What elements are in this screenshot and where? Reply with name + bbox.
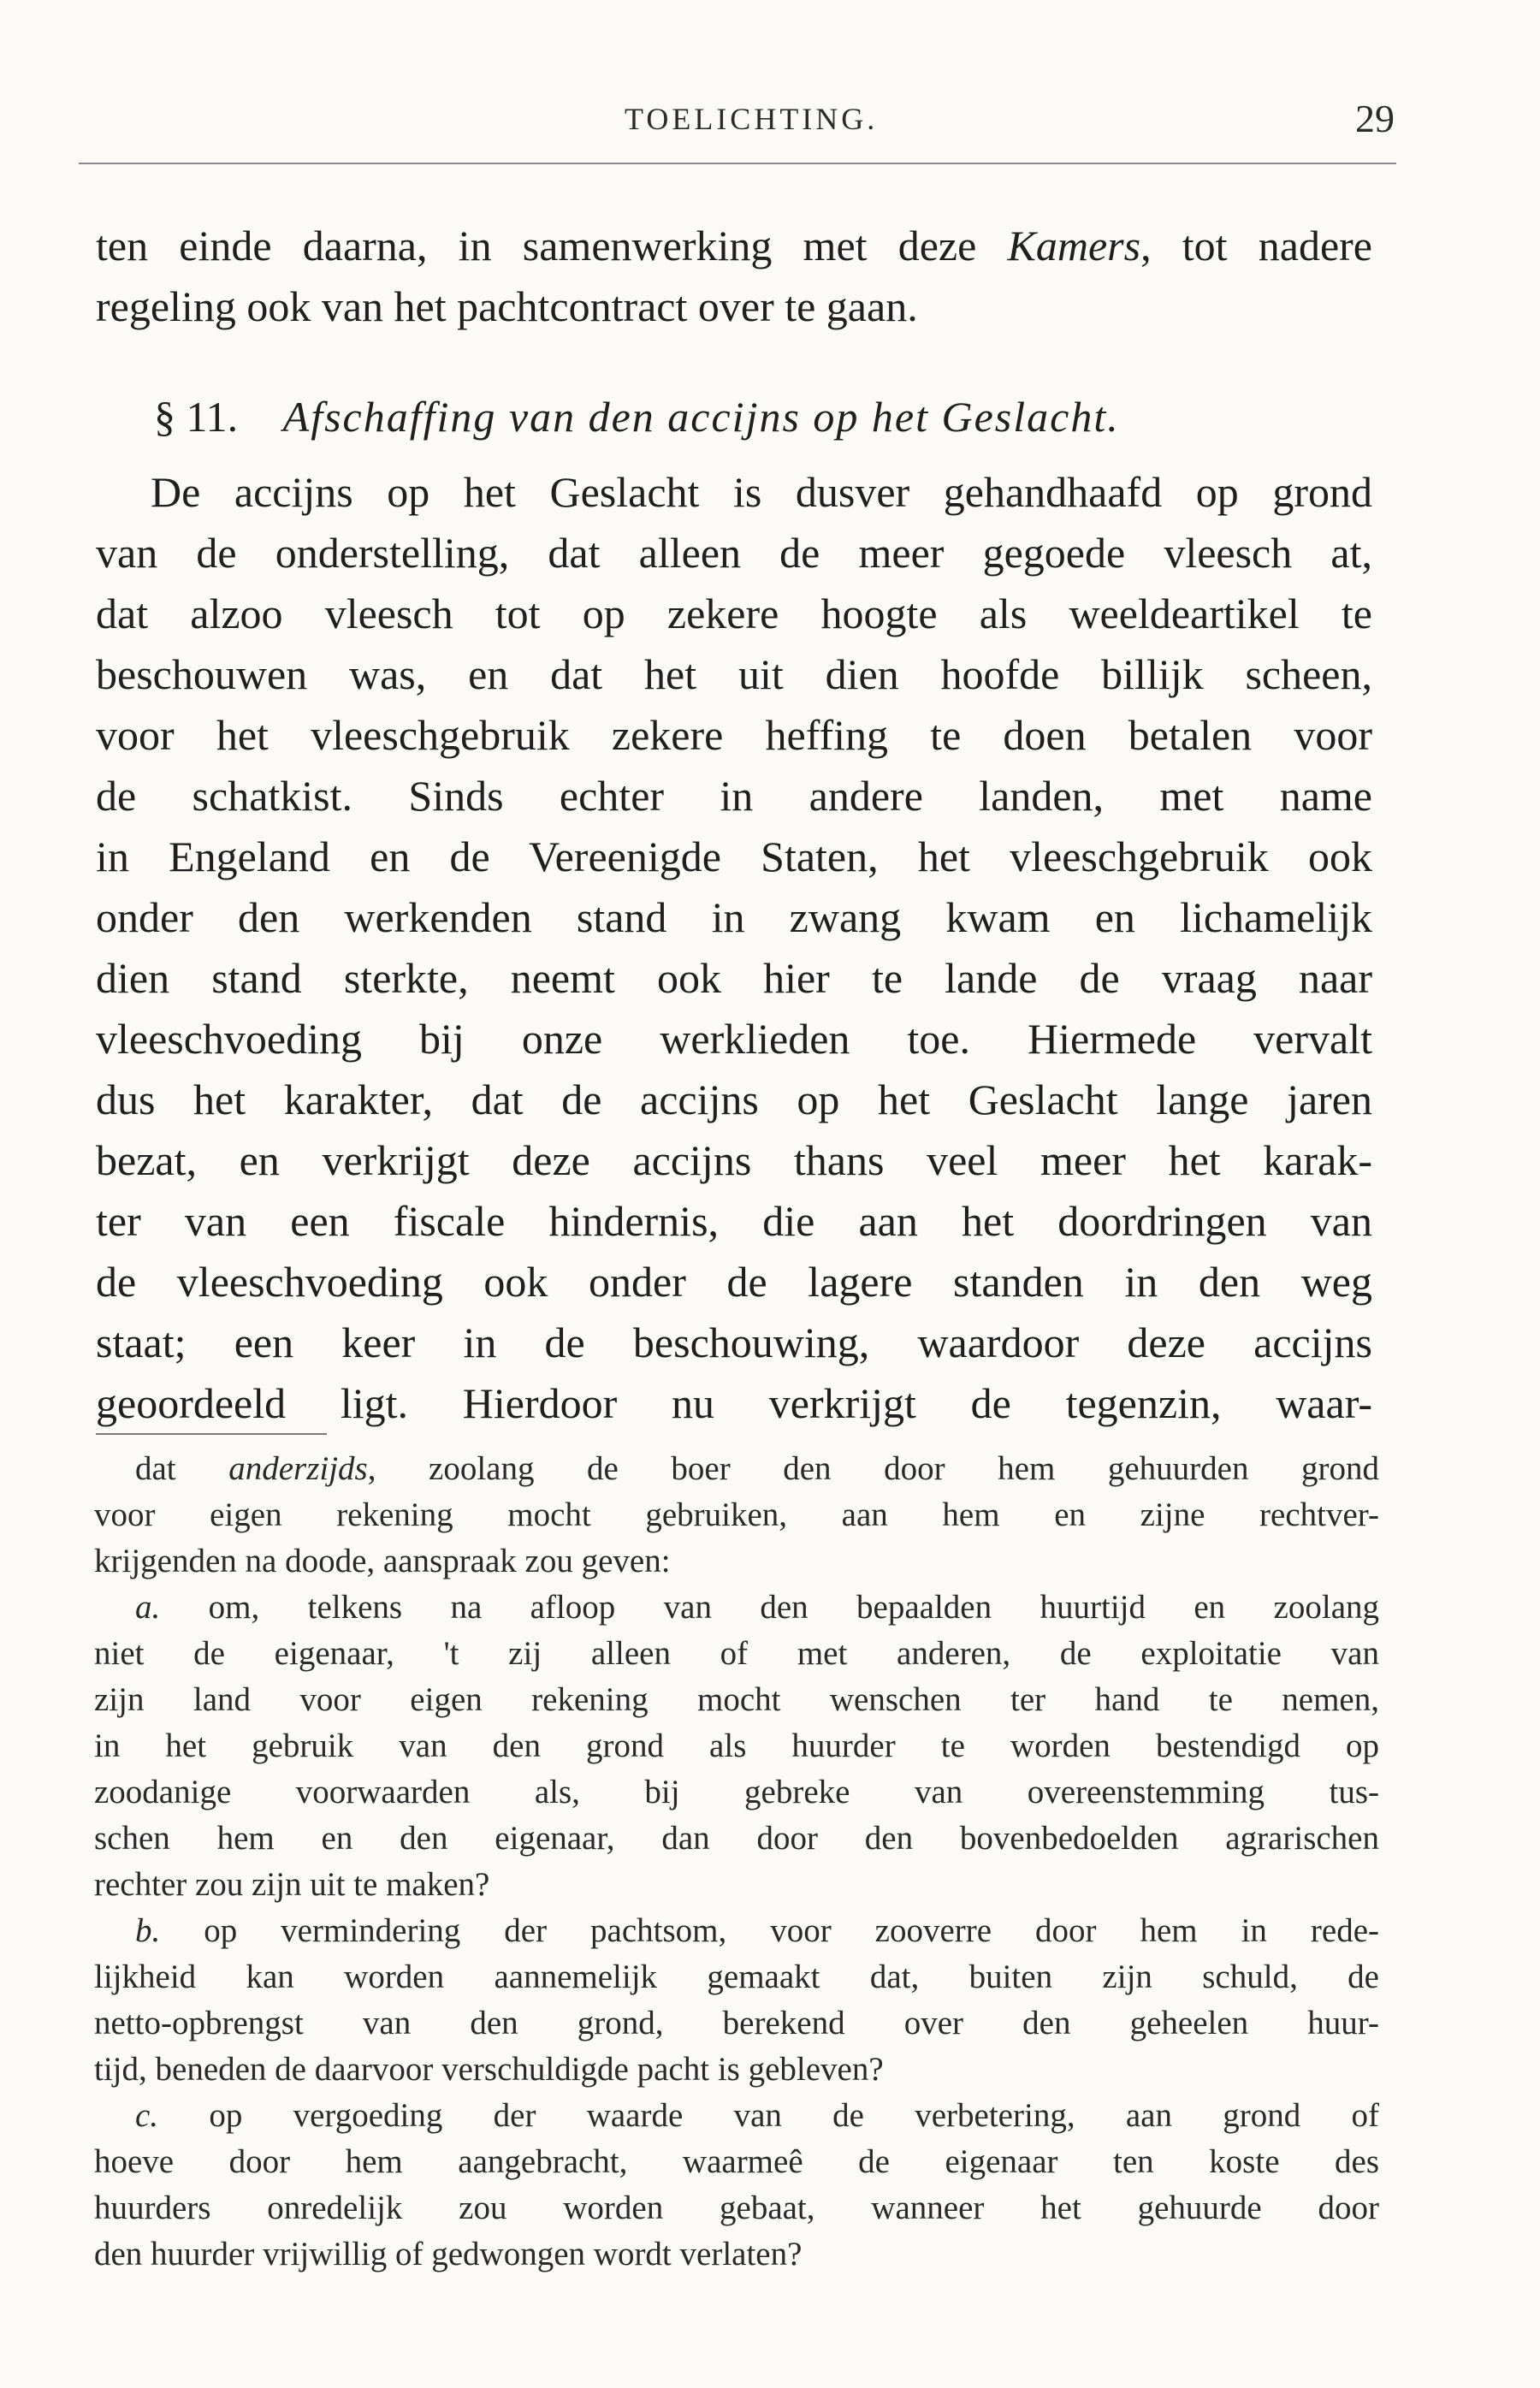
footnote-line: zijn land voor eigen rekening mocht wenschen ter hand te nemen, — [94, 1681, 1379, 1718]
text-line: geoordeeld ligt. Hierdoor nu verkrijgt de tegenzin, waar- — [96, 1379, 1372, 1427]
text-line: de vleeschvoeding ook onder de lagere standen in den weg — [96, 1258, 1372, 1306]
header-rule — [79, 163, 1396, 164]
running-head — [94, 96, 1395, 156]
running-title: TOELICHTING. — [625, 102, 879, 136]
footnote-line: netto-opbrengst van den grond, berekend over den geheelen huur- — [94, 2005, 1379, 2041]
text-line: onder den werkenden stand in zwang kwam en lichamelijk — [96, 893, 1372, 941]
footnote-line: dat anderzijds, zoolang de boer den door hem gehuurden grond — [135, 1450, 1379, 1487]
item-marker: c. — [135, 2097, 159, 2134]
text-line: dus het karakter, dat de accijns op het Geslacht lange jaren — [96, 1075, 1372, 1123]
text-line: ter van een fiscale hindernis, die aan het doordringen van — [96, 1197, 1372, 1245]
footnote-line: hoeve door hem aangebracht, waarmeê de eigenaar ten koste des — [94, 2143, 1379, 2180]
footnote-item-b: b. op vermindering der pachtsom, voor zooverre door hem in rede- — [135, 1912, 1379, 1949]
text-line: regeling ook van het pachtcontract over te gaan. — [96, 282, 918, 330]
text-line: beschouwen was, en dat het uit dien hoofde billijk scheen, — [96, 650, 1372, 698]
footnote-line: lijkheid kan worden aannemelijk gemaakt dat, buiten zijn schuld, de — [94, 1958, 1379, 1995]
text-line: ten einde daarna, in samenwerking met deze Kamers, tot nadere — [96, 222, 1372, 270]
footnote-line: rechter zou zijn uit te maken? — [94, 1866, 490, 1903]
section-title: Afschaffing van den accijns op het Geslacht. — [282, 393, 1120, 441]
intro-text — [96, 216, 1372, 337]
footnote — [94, 1446, 1379, 2278]
section-number: § 11. — [154, 393, 239, 441]
text-line: in Engeland en de Vereenigde Staten, het vleeschgebruik ook — [96, 833, 1372, 880]
footnote-line: huurders onredelijk zou worden gebaat, wanneer het gehuurde door — [94, 2189, 1379, 2226]
body-paragraph — [96, 462, 1372, 1434]
footnote-line: voor eigen rekening mocht gebruiken, aan hem en zijne rechtver- — [94, 1496, 1379, 1533]
footnote-line: zoodanige voorwaarden als, bij gebreke van overeenstemming tus- — [94, 1774, 1379, 1810]
footnote-line: niet de eigenaar, 't zij alleen of met anderen, de exploitatie van — [94, 1635, 1379, 1672]
text-line: voor het vleeschgebruik zekere heffing te doen betalen voor — [96, 711, 1372, 759]
text-line: van de onderstelling, dat alleen de meer gegoede vleesch at, — [96, 529, 1372, 577]
footnote-line: den huurder vrijwillig of gedwongen wordt verlaten? — [94, 2236, 803, 2272]
text-line: bezat, en verkrijgt deze accijns thans veel meer het karak- — [96, 1136, 1372, 1184]
item-marker: a. — [135, 1589, 161, 1626]
item-marker: b. — [135, 1912, 161, 1949]
footnote-rule — [96, 1433, 327, 1435]
footnote-line: schen hem en den eigenaar, dan door den bovenbedoelden agrarischen — [94, 1820, 1379, 1857]
text-line: dien stand sterkte, neemt ook hier te lande de vraag naar — [96, 954, 1372, 1002]
page-number: 29 — [1355, 97, 1395, 140]
section-heading — [154, 387, 1120, 447]
footnote-line: krijgenden na doode, aanspraak zou geven: — [94, 1543, 671, 1579]
footnote-item-c: c. op vergoeding der waarde van de verbetering, aan grond of — [135, 2097, 1379, 2134]
footnote-item-a: a. om, telkens na afloop van den bepaalden huurtijd en zoolang — [135, 1589, 1379, 1626]
text-line: De accijns op het Geslacht is dusver gehandhaafd op grond — [151, 468, 1372, 516]
footnote-line: in het gebruik van den grond als huurder te worden bestendigd op — [94, 1727, 1379, 1764]
text-line: staat; een keer in de beschouwing, waardoor deze accijns — [96, 1318, 1372, 1366]
footnote-line: tijd, beneden de daarvoor verschuldigde pacht is gebleven? — [94, 2051, 884, 2088]
text-line: vleeschvoeding bij onze werklieden toe. Hiermede vervalt — [96, 1015, 1372, 1063]
text-line: de schatkist. Sinds echter in andere landen, met name — [96, 772, 1372, 820]
text-line: dat alzoo vleesch tot op zekere hoogte als weeldeartikel te — [96, 590, 1372, 637]
